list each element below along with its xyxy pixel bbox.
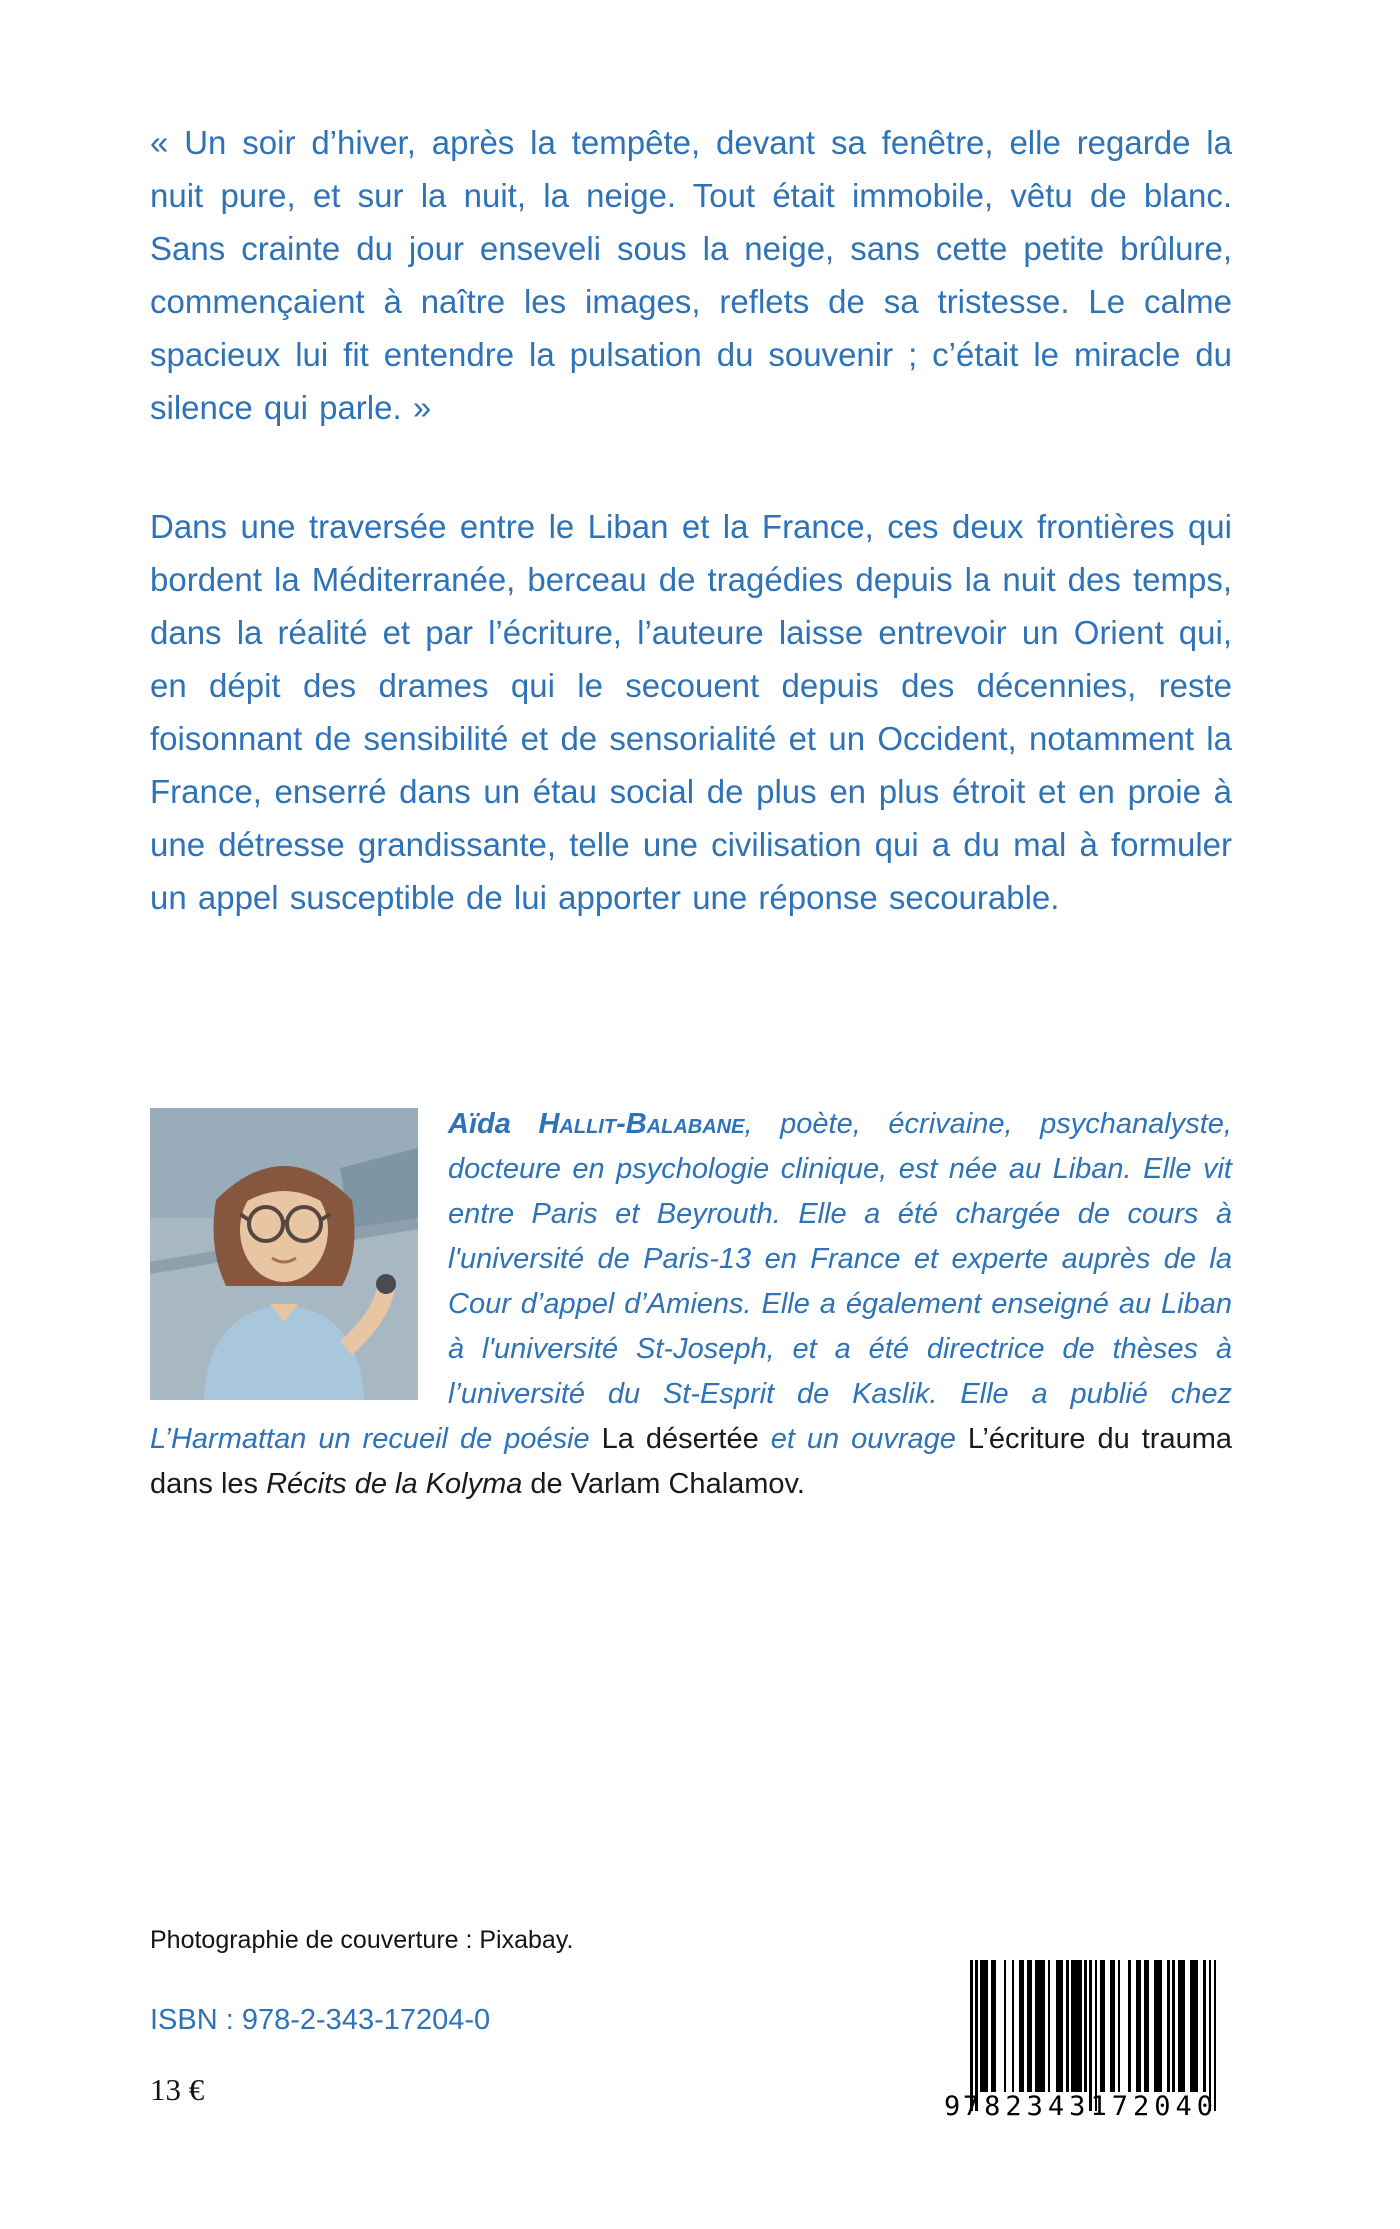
bio-segment: La désertée: [601, 1423, 759, 1455]
ean13-barcode: [944, 1960, 1218, 2122]
synopsis-paragraph: Dans une traversée entre le Liban et la France, ces deux frontières qui bordent la Méditerranée, berceau de tragédies depuis la nuit des temps, dans la réalité et par l’écriture, l’auteure laisse entrevoir un Orient qui, en dépit des drames qui le secouent depuis des décennies, reste foisonnant de sensibilité et de sensorialité et un Occident, notamment la France, enserré dans un étau social de plus en plus étroit et en proie à une détresse grandissante, telle une civilisation qui a du mal à formuler un appel susceptible de lui apporter une réponse secourable.: [150, 508, 1232, 916]
photo-credit: Photographie de couverture : Pixabay.: [150, 1926, 574, 1954]
bio-segment: et un ouvrage: [758, 1423, 968, 1455]
barcode-digits: [944, 2092, 1218, 2122]
barcode-digit-group: 9: [944, 2091, 961, 2122]
author-photo: [150, 1108, 418, 1400]
bio-segment: , poète, écrivaine, psychanalyste, docteure en psychologie clinique, est née au Liban. Elle vit entre Paris et Beyrouth. Elle a été chargée de cours à l'université de Paris-13 en France et experte auprès de la Cour d’appel d’Amiens. Elle a également enseigné au Liban à l'université St-Joseph, et a été directrice de thèses à l’université du St-Esprit de Kaslik. Elle a publié chez L’Harmattan un recueil de poésie: [150, 1108, 1232, 1455]
quote-paragraph: « Un soir d’hiver, après la tempête, devant sa fenêtre, elle regarde la nuit pure, et sur la nuit, la neige. Tout était immobile, vêtu de blanc. Sans crainte du jour enseveli sous la neige, sans cette petite brûlure, commençaient à naître les images, reflets de sa tristesse. Le calme spacieux lui fit entendre la pulsation du souvenir ; c’était le miracle du silence qui parle. »: [150, 124, 1232, 426]
bio-segment: Aïda: [448, 1108, 539, 1140]
barcode-bars: [970, 1960, 1218, 2112]
price: 13 €: [150, 2072, 205, 2107]
isbn-number: ISBN : 978-2-343-17204-0: [150, 2004, 491, 2036]
bio-segment: Récits de la Kolyma: [266, 1468, 523, 1500]
bio-segment: L’écriture du trauma dans les: [150, 1423, 1232, 1500]
bio-segment: Hallit-Balabane: [538, 1108, 745, 1140]
bio-segment: de Varlam Chalamov.: [522, 1468, 805, 1500]
author-bio-section: [150, 1102, 1232, 1507]
portrait-illustration: [150, 1108, 418, 1400]
barcode-digit-group: 172040: [1090, 2091, 1218, 2122]
barcode-digit-group: 782343: [962, 2091, 1091, 2122]
